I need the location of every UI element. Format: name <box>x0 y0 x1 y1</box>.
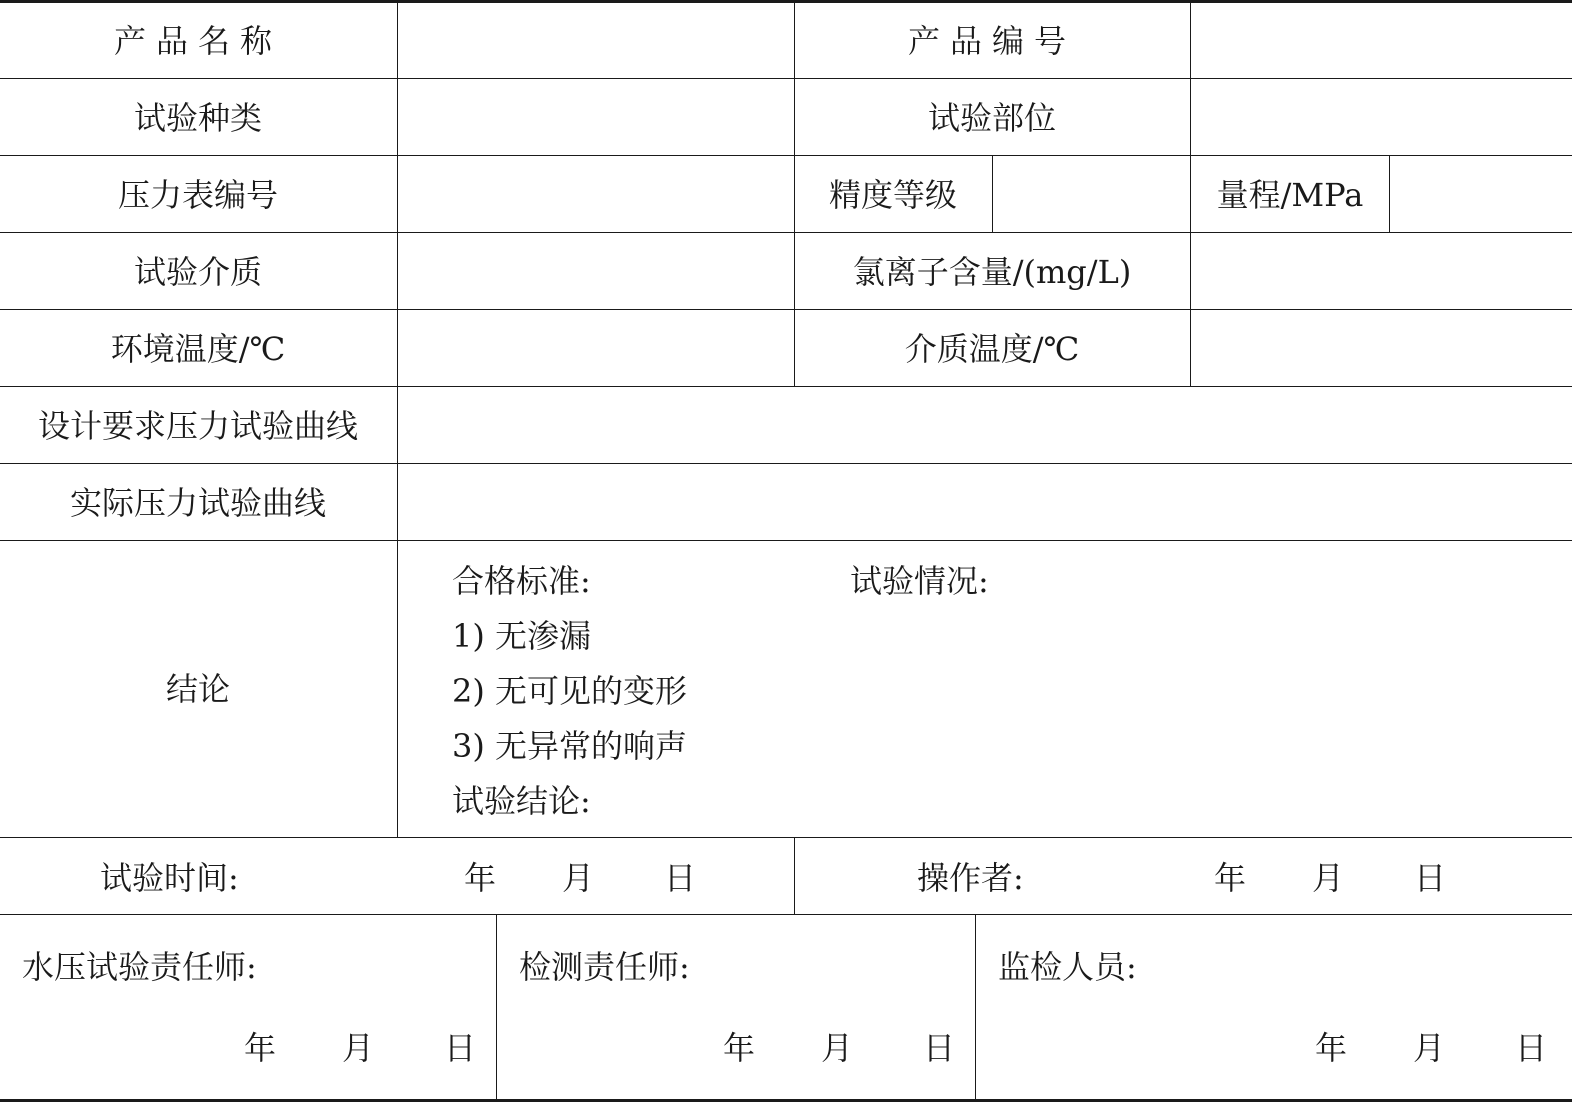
row-divider <box>0 232 1572 233</box>
month-label: 月 <box>821 1029 854 1067</box>
month-label: 月 <box>562 859 595 897</box>
product-number-label: 产品编号 <box>907 22 1077 60</box>
row-divider <box>0 540 1572 541</box>
test-type-label: 试验种类 <box>133 99 263 137</box>
test-conclusion-label: 试验结论: <box>452 782 591 820</box>
test-time-label: 试验时间: <box>100 859 239 897</box>
day-label: 日 <box>1515 1029 1548 1067</box>
row-divider <box>0 155 1572 156</box>
supervision-inspector-label: 监检人员: <box>998 948 1137 986</box>
year-label: 年 <box>723 1029 756 1067</box>
year-label: 年 <box>464 859 497 897</box>
criteria-item: 3) 无异常的响声 <box>452 727 688 765</box>
accuracy-grade-label: 精度等级 <box>828 176 958 214</box>
row-divider <box>0 837 1572 838</box>
month-label: 月 <box>1413 1029 1446 1067</box>
chloride-content-label: 氯离子含量/(mg/L) <box>852 253 1132 291</box>
day-label: 日 <box>1414 859 1447 897</box>
row-divider <box>0 914 1572 915</box>
test-part-label: 试验部位 <box>927 99 1057 137</box>
conclusion-label: 结论 <box>165 670 231 708</box>
month-label: 月 <box>1312 859 1345 897</box>
day-label: 日 <box>923 1029 956 1067</box>
column-divider <box>1389 155 1390 232</box>
design-pressure-curve-label: 设计要求压力试验曲线 <box>37 407 359 445</box>
medium-temperature-label: 介质温度/℃ <box>904 330 1080 368</box>
gauge-range-label: 量程/MPa <box>1216 176 1364 214</box>
row-divider <box>0 309 1572 310</box>
column-divider <box>992 155 993 232</box>
column-divider <box>975 914 976 1102</box>
inspection-engineer-label: 检测责任师: <box>519 948 690 986</box>
test-situation-label: 试验情况: <box>850 562 989 600</box>
year-label: 年 <box>244 1029 277 1067</box>
day-label: 日 <box>664 859 697 897</box>
year-label: 年 <box>1214 859 1247 897</box>
pressure-gauge-number-label: 压力表编号 <box>117 176 279 214</box>
column-divider <box>794 837 795 914</box>
ambient-temperature-label: 环境温度/℃ <box>110 330 286 368</box>
row-divider <box>0 463 1572 464</box>
column-divider <box>1190 3 1191 386</box>
criteria-item: 2) 无可见的变形 <box>452 672 688 710</box>
test-medium-label: 试验介质 <box>133 253 263 291</box>
row-divider <box>0 386 1572 387</box>
acceptance-criteria-title: 合格标准: <box>452 562 591 600</box>
column-divider <box>794 3 795 386</box>
actual-pressure-curve-label: 实际压力试验曲线 <box>69 484 327 522</box>
year-label: 年 <box>1315 1029 1348 1067</box>
criteria-item: 1) 无渗漏 <box>452 617 592 655</box>
product-name-label: 产品名称 <box>113 22 283 60</box>
month-label: 月 <box>342 1029 375 1067</box>
operator-label: 操作者: <box>917 859 1024 897</box>
column-divider <box>496 914 497 1102</box>
hydro-test-engineer-label: 水压试验责任师: <box>22 948 257 986</box>
column-divider <box>397 3 398 837</box>
row-divider <box>0 78 1572 79</box>
day-label: 日 <box>444 1029 477 1067</box>
